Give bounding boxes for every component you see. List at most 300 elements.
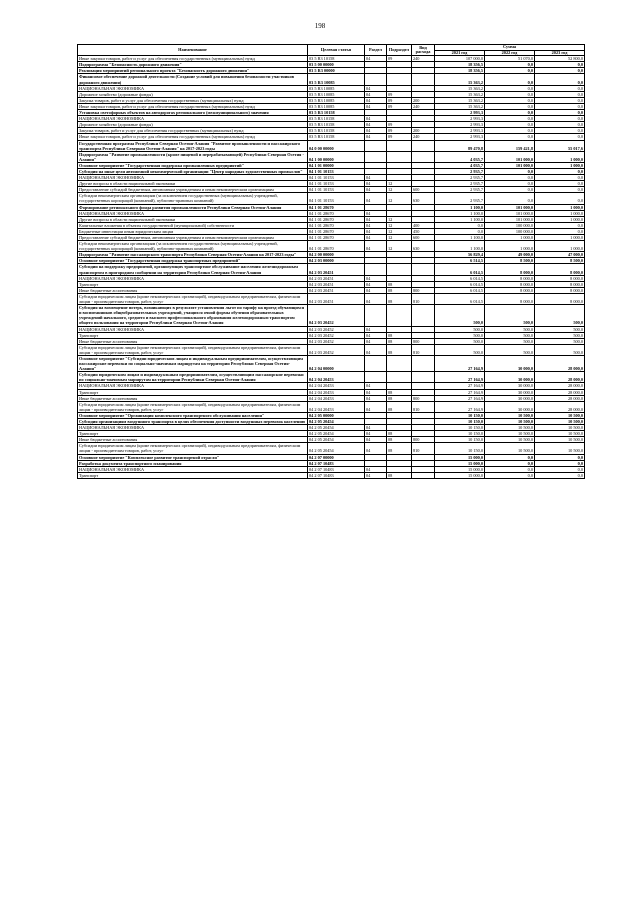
row-name: Основное мероприятие "Комплексное развитие транспортной отрасли" <box>78 454 308 460</box>
row-sum-2023: 0,0 <box>535 460 585 466</box>
row-sum-2021: 2 993,3 <box>435 110 485 116</box>
row-sum-2023: 0,0 <box>535 454 585 460</box>
row-subsection: 09 <box>387 122 412 128</box>
header-year-2023: 2023 год <box>535 50 585 56</box>
row-expense-type: 240 <box>412 56 435 62</box>
row-expense-type: 200 <box>412 128 435 134</box>
row-sum-2022: 49 000,0 <box>485 252 535 258</box>
row-sum-2023: 47 000,0 <box>535 252 585 258</box>
table-row <box>78 264 585 275</box>
row-target-code: 04 2 05 20454 <box>308 431 365 437</box>
row-name: Основное мероприятие "Государственная поддержка транспортных предприятий" <box>78 258 308 264</box>
row-expense-type: 240 <box>412 134 435 140</box>
row-name: Субсидии некоммерческим организациям (за исключением государственных (муниципальных) учреждений, государственных корпораций (компаний), публично-правовых компаний) <box>78 241 308 252</box>
row-name: НАЦИОНАЛЬНАЯ ЭКОНОМИКА <box>78 85 308 91</box>
row-name: НАЦИОНАЛЬНАЯ ЭКОНОМИКА <box>78 466 308 472</box>
row-subsection: 12 <box>387 235 412 241</box>
row-subsection: 12 <box>387 216 412 222</box>
row-sum-2022: 0,0 <box>485 85 535 91</box>
row-sum-2023: 1 000,0 <box>535 241 585 252</box>
row-subsection: 09 <box>387 103 412 109</box>
row-sum-2023: 0,0 <box>535 181 585 187</box>
row-expense-type: 450 <box>412 228 435 234</box>
header-name: Наименование <box>78 45 308 56</box>
row-name: Капитальные вложения в объекты государственной (муниципальной) собственности <box>78 222 308 228</box>
row-name: Другие вопросы в области национальной экономики <box>78 181 308 187</box>
row-sum-2023: 10 500,0 <box>535 419 585 425</box>
row-sum-2022: 0,0 <box>485 62 535 68</box>
row-name: Основное мероприятие "Организация комплексного транспортного обслуживания населения" <box>78 412 308 418</box>
row-name: Бюджетные инвестиции иным юридическим лицам <box>78 228 308 234</box>
row-sum-2021: 10 150,0 <box>435 412 485 418</box>
row-expense-type: 240 <box>412 103 435 109</box>
row-sum-2021: 15 000,0 <box>435 460 485 466</box>
row-sum-2021: 6 514,5 <box>435 258 485 264</box>
row-section: 04 <box>365 181 387 187</box>
row-sum-2021: 2 993,3 <box>435 134 485 140</box>
row-sum-2022: 500,0 <box>485 344 535 355</box>
row-target-code: 04 0 00 00000 <box>308 140 365 151</box>
row-section: 04 <box>365 443 387 454</box>
row-sum-2021: 15 363,2 <box>435 85 485 91</box>
row-subsection: 08 <box>387 431 412 437</box>
row-sum-2023: 0,0 <box>535 97 585 103</box>
row-subsection: 08 <box>387 281 412 287</box>
row-section <box>365 74 387 85</box>
row-name: Иные бюджетные ассигнования <box>78 338 308 344</box>
row-sum-2023: 0,0 <box>535 68 585 74</box>
row-sum-2021: 15 363,2 <box>435 97 485 103</box>
row-target-code: 03 5 R3 10158 <box>308 134 365 140</box>
row-section: 04 <box>365 332 387 338</box>
row-section: 04 <box>365 103 387 109</box>
row-sum-2023: 8 500,0 <box>535 258 585 264</box>
header-section: Раздел <box>365 45 387 56</box>
row-sum-2022: 0,0 <box>485 122 535 128</box>
row-sum-2021: 6 014,5 <box>435 281 485 287</box>
row-sum-2022: 0,0 <box>485 103 535 109</box>
table-body <box>78 56 585 479</box>
row-expense-type: 800 <box>412 287 435 293</box>
row-name: Основное мероприятие "Государственная поддержка промышленных предприятий" <box>78 162 308 168</box>
row-target-code: 04 1 01 28670 <box>308 235 365 241</box>
table-row <box>78 241 585 252</box>
row-sum-2023: 10 500,0 <box>535 431 585 437</box>
row-name: Субсидия на иные цели автономной некоммерческой организации "Центр народных художественных промыслов" <box>78 168 308 174</box>
row-sum-2021: 15 000,0 <box>435 472 485 478</box>
row-name: Субсидии на поддержку предприятий, организующих транспортное обслуживание населения железнодорожным транспортом в пригородном сообщении на территории Республики Северная Осетия-Алания <box>78 264 308 275</box>
row-sum-2023: 500,0 <box>535 332 585 338</box>
row-name: Дорожное хозяйство (дорожные фонды) <box>78 91 308 97</box>
row-sum-2022: 0,0 <box>485 175 535 181</box>
row-sum-2023: 1 000,0 <box>535 210 585 216</box>
row-sum-2021: 0,0 <box>435 228 485 234</box>
row-name: Транспорт <box>78 332 308 338</box>
row-sum-2022: 8 500,0 <box>485 258 535 264</box>
row-sum-2022: 0,0 <box>485 110 535 116</box>
row-sum-2023: 28 000,0 <box>535 355 585 371</box>
header-code: Целевая статья <box>308 45 365 56</box>
row-subsection: 08 <box>387 332 412 338</box>
row-sum-2023: 28 000,0 <box>535 401 585 412</box>
row-name: Субсидии юридическим лицам (кроме некоммерческих организаций), индивидуальным предпринимателям, физическим лицам - производителям товаров, работ, услуг <box>78 293 308 304</box>
row-expense-type: 200 <box>412 97 435 103</box>
row-section: 04 <box>365 235 387 241</box>
row-target-code: 04 1 01 10153 <box>308 187 365 193</box>
row-sum-2023: 28 000,0 <box>535 395 585 401</box>
row-target-code: 04 2 04 20453 <box>308 372 365 383</box>
row-sum-2022: 0,0 <box>485 466 535 472</box>
budget-table <box>77 44 585 479</box>
row-sum-2023: 52 800,0 <box>535 56 585 62</box>
row-sum-2023: 0,0 <box>535 85 585 91</box>
row-name: Транспорт <box>78 472 308 478</box>
table-row <box>78 193 585 204</box>
row-target-code: 04 1 01 28670 <box>308 222 365 228</box>
row-sum-2023: 8 000,0 <box>535 264 585 275</box>
header-sum: Сумма <box>435 45 585 51</box>
row-expense-type: 810 <box>412 344 435 355</box>
row-section: 04 <box>365 287 387 293</box>
row-sum-2023: 0,0 <box>535 62 585 68</box>
table-row <box>78 305 585 326</box>
row-section: 04 <box>365 401 387 412</box>
row-sum-2023: 0,0 <box>535 193 585 204</box>
row-sum-2023: 1 000,0 <box>535 216 585 222</box>
row-sum-2021: 10 150,0 <box>435 425 485 431</box>
row-sum-2022: 500,0 <box>485 305 535 326</box>
row-sum-2023: 8 000,0 <box>535 287 585 293</box>
page-number: 198 <box>314 22 326 30</box>
row-sum-2022: 10 500,0 <box>485 425 535 431</box>
row-target-code: 04 2 03 00000 <box>308 258 365 264</box>
row-name: Подпрограмма "Развитие промышленности (кроме пищевой и перерабатывающей) Республики Северная Осетия - Алания" <box>78 151 308 162</box>
row-sum-2022: 10 500,0 <box>485 431 535 437</box>
row-name: НАЦИОНАЛЬНАЯ ЭКОНОМИКА <box>78 425 308 431</box>
row-name: Иные закупки товаров, работ и услуг для обеспечения государственных (муниципальных) нужд <box>78 56 308 62</box>
row-sum-2023: 28 000,0 <box>535 389 585 395</box>
row-target-code: 04 1 01 10153 <box>308 181 365 187</box>
row-sum-2021: 500,0 <box>435 344 485 355</box>
row-sum-2023: 8 000,0 <box>535 275 585 281</box>
row-target-code: 04 2 05 20454 <box>308 437 365 443</box>
row-sum-2023: 8 000,0 <box>535 281 585 287</box>
row-name: НАЦИОНАЛЬНАЯ ЭКОНОМИКА <box>78 383 308 389</box>
row-sum-2022: 0,0 <box>485 128 535 134</box>
row-sum-2021: 2 993,3 <box>435 116 485 122</box>
row-subsection: 12 <box>387 228 412 234</box>
row-sum-2022: 30 000,0 <box>485 355 535 371</box>
row-target-code: 04 1 01 10153 <box>308 168 365 174</box>
row-name: Разработка документа транспортного планирования <box>78 460 308 466</box>
row-sum-2021: 1 100,0 <box>435 210 485 216</box>
row-subsection: 08 <box>387 395 412 401</box>
row-sum-2023: 10 500,0 <box>535 443 585 454</box>
row-subsection: 09 <box>387 128 412 134</box>
row-target-code: 04 2 03 20451 <box>308 275 365 281</box>
row-name: Иные бюджетные ассигнования <box>78 437 308 443</box>
row-subsection <box>387 140 412 151</box>
row-target-code: 04 2 00 00000 <box>308 252 365 258</box>
row-name: НАЦИОНАЛЬНАЯ ЭКОНОМИКА <box>78 326 308 332</box>
row-expense-type: 600 <box>412 187 435 193</box>
row-section: 04 <box>365 193 387 204</box>
row-sum-2023: 10 500,0 <box>535 425 585 431</box>
row-expense-type <box>412 74 435 85</box>
table-row <box>78 372 585 383</box>
row-subsection: 12 <box>387 193 412 204</box>
row-target-code: 04 2 03 20452 <box>308 344 365 355</box>
row-section: 04 <box>365 241 387 252</box>
row-subsection <box>387 372 412 383</box>
row-sum-2022: 500,0 <box>485 332 535 338</box>
row-name: НАЦИОНАЛЬНАЯ ЭКОНОМИКА <box>78 175 308 181</box>
row-section: 04 <box>365 344 387 355</box>
row-sum-2021: 27 164,9 <box>435 372 485 383</box>
row-sum-2023: 55 017,6 <box>535 140 585 151</box>
row-expense-type <box>412 472 435 478</box>
row-sum-2022: 101 000,0 <box>485 162 535 168</box>
row-sum-2022: 0,0 <box>485 193 535 204</box>
row-sum-2022: 100 000,0 <box>485 222 535 228</box>
row-sum-2022: 0,0 <box>485 74 535 85</box>
row-target-code: 04 2 05 00000 <box>308 412 365 418</box>
row-subsection: 08 <box>387 338 412 344</box>
row-sum-2022: 101 000,0 <box>485 151 535 162</box>
row-sum-2021: 10 150,0 <box>435 431 485 437</box>
row-name: Установка светофорных объектов на автодорогах регионального (межмуниципального) значения <box>78 110 308 116</box>
row-sum-2022: 500,0 <box>485 338 535 344</box>
row-sum-2021: 2 935,7 <box>435 187 485 193</box>
row-target-code: 04 1 01 00000 <box>308 162 365 168</box>
row-target-code: 04 2 07 10483 <box>308 460 365 466</box>
row-sum-2021: 89 470,8 <box>435 140 485 151</box>
row-name: Иные закупки товаров, работ и услуг для обеспечения государственных (муниципальных) нужд <box>78 103 308 109</box>
row-expense-type: 400 <box>412 222 435 228</box>
row-target-code: 03 5 R3 10085 <box>308 91 365 97</box>
row-sum-2021: 27 164,9 <box>435 401 485 412</box>
row-name: Реализация мероприятий регионального проекта "Безопасность дорожного движения" <box>78 68 308 74</box>
row-sum-2022: 0,0 <box>485 472 535 478</box>
row-sum-2021: 2 993,3 <box>435 128 485 134</box>
row-target-code: 03 5 R3 10085 <box>308 85 365 91</box>
row-sum-2023: 0,0 <box>535 134 585 140</box>
row-sum-2021: 2 935,7 <box>435 175 485 181</box>
row-sum-2022: 8 000,0 <box>485 264 535 275</box>
row-sum-2022: 30 000,0 <box>485 401 535 412</box>
row-target-code: 04 2 05 20454 <box>308 425 365 431</box>
row-sum-2022: 0,0 <box>485 187 535 193</box>
row-sum-2023: 1 000,0 <box>535 204 585 210</box>
row-sum-2021: 2 935,7 <box>435 193 485 204</box>
row-sum-2023: 0,0 <box>535 122 585 128</box>
row-sum-2022: 100 000,0 <box>485 228 535 234</box>
row-subsection: 08 <box>387 472 412 478</box>
row-sum-2023: 10 500,0 <box>535 437 585 443</box>
row-target-code: 03 5 R3 10158 <box>308 122 365 128</box>
row-subsection <box>387 151 412 162</box>
row-target-code: 03 5 R3 10158 <box>308 128 365 134</box>
row-sum-2023: 28 000,0 <box>535 383 585 389</box>
row-target-code: 04 1 00 00000 <box>308 151 365 162</box>
row-sum-2021: 27 164,9 <box>435 389 485 395</box>
row-subsection <box>387 355 412 371</box>
row-name: Иные бюджетные ассигнования <box>78 287 308 293</box>
row-target-code: 03 5 R3 10085 <box>308 74 365 85</box>
row-section <box>365 355 387 371</box>
row-subsection: 08 <box>387 287 412 293</box>
row-sum-2023: 0,0 <box>535 128 585 134</box>
table-header <box>78 45 585 56</box>
row-sum-2022: 0,0 <box>485 460 535 466</box>
row-subsection <box>387 74 412 85</box>
row-expense-type <box>412 372 435 383</box>
row-expense-type: 630 <box>412 193 435 204</box>
row-sum-2022: 500,0 <box>485 326 535 332</box>
row-section: 04 <box>365 431 387 437</box>
row-sum-2022: 30 000,0 <box>485 372 535 383</box>
row-section: 04 <box>365 425 387 431</box>
row-target-code: 04 2 04 20453 <box>308 395 365 401</box>
row-expense-type <box>412 140 435 151</box>
table-row <box>78 443 585 454</box>
row-sum-2021: 1 100,0 <box>435 216 485 222</box>
table-row <box>78 355 585 371</box>
row-sum-2021: 15 000,0 <box>435 466 485 472</box>
row-name: Подпрограмма "Развитие пассажирского транспорта Республики Северная Осетия-Алания на 2017-2023 годы" <box>78 252 308 258</box>
row-sum-2022: 51 070,0 <box>485 56 535 62</box>
row-target-code: 04 1 01 28670 <box>308 210 365 216</box>
row-sum-2023: 500,0 <box>535 338 585 344</box>
row-sum-2021: 4 035,7 <box>435 151 485 162</box>
row-sum-2022: 0,0 <box>485 134 535 140</box>
row-sum-2022: 0,0 <box>485 116 535 122</box>
row-name: Субсидия организациям воздушного транспорта в целях обеспечения доступности воздушных перевозок населению <box>78 419 308 425</box>
row-target-code: 04 2 07 00000 <box>308 454 365 460</box>
row-sum-2023: 0,0 <box>535 91 585 97</box>
row-subsection: 12 <box>387 187 412 193</box>
header-year-2021: 2021 год <box>435 50 485 56</box>
row-sum-2021: 6 014,5 <box>435 287 485 293</box>
row-sum-2022: 8 000,0 <box>485 293 535 304</box>
row-name: Транспорт <box>78 389 308 395</box>
row-sum-2021: 6 014,5 <box>435 275 485 281</box>
header-expense-type: Вид расхода <box>412 45 435 56</box>
row-sum-2022: 0,0 <box>485 168 535 174</box>
row-sum-2021: 10 150,0 <box>435 437 485 443</box>
row-sum-2022: 1 000,0 <box>485 241 535 252</box>
row-sum-2022: 10 500,0 <box>485 419 535 425</box>
row-sum-2021: 2 993,3 <box>435 122 485 128</box>
row-name: Иные закупки товаров, работ и услуг для обеспечения государственных (муниципальных) нужд <box>78 134 308 140</box>
row-subsection: 12 <box>387 241 412 252</box>
row-sum-2021: 6 014,5 <box>435 264 485 275</box>
row-section <box>365 372 387 383</box>
row-sum-2023: 500,0 <box>535 326 585 332</box>
row-section: 04 <box>365 281 387 287</box>
row-section: 04 <box>365 395 387 401</box>
row-target-code: 04 2 03 20452 <box>308 305 365 326</box>
row-sum-2022: 8 000,0 <box>485 275 535 281</box>
row-subsection: 08 <box>387 344 412 355</box>
row-target-code: 04 2 05 20454 <box>308 443 365 454</box>
row-name: Дорожное хозяйство (дорожные фонды) <box>78 122 308 128</box>
table-row <box>78 151 585 162</box>
row-sum-2021: 500,0 <box>435 305 485 326</box>
row-target-code: 04 2 04 20453 <box>308 389 365 395</box>
row-sum-2021: 15 363,2 <box>435 74 485 85</box>
row-target-code: 04 1 01 10153 <box>308 193 365 204</box>
row-sum-2022: 159 421,8 <box>485 140 535 151</box>
row-target-code: 04 2 07 10483 <box>308 466 365 472</box>
row-sum-2022: 101 000,0 <box>485 210 535 216</box>
row-target-code: 04 1 01 28670 <box>308 204 365 210</box>
row-sum-2022: 8 000,0 <box>485 281 535 287</box>
row-section: 04 <box>365 175 387 181</box>
row-target-code: 03 5 R3 10158 <box>308 110 365 116</box>
row-subsection: 08 <box>387 389 412 395</box>
row-sum-2023: 0,0 <box>535 110 585 116</box>
row-sum-2023: 0,0 <box>535 74 585 85</box>
row-sum-2022: 0,0 <box>485 454 535 460</box>
row-sum-2023: 1 000,0 <box>535 162 585 168</box>
row-sum-2022: 8 000,0 <box>485 287 535 293</box>
row-name: Подпрограмма "Безопасность дорожного движения" <box>78 62 308 68</box>
row-name: Финансовое обеспечение дорожной деятельности (Создание условий для повышения безопасности участников дорожного движения) <box>78 74 308 85</box>
row-sum-2021: 18 356,5 <box>435 62 485 68</box>
row-sum-2021: 15 000,0 <box>435 454 485 460</box>
row-subsection: 09 <box>387 56 412 62</box>
row-expense-type: 810 <box>412 443 435 454</box>
row-name: НАЦИОНАЛЬНАЯ ЭКОНОМИКА <box>78 275 308 281</box>
row-sum-2021: 2 935,7 <box>435 181 485 187</box>
row-sum-2023: 10 500,0 <box>535 412 585 418</box>
row-sum-2023: 8 000,0 <box>535 293 585 304</box>
row-target-code: 04 2 04 20453 <box>308 383 365 389</box>
row-section: 04 <box>365 472 387 478</box>
row-target-code: 04 1 01 10153 <box>308 175 365 181</box>
row-sum-2023: 0,0 <box>535 187 585 193</box>
row-sum-2021: 4 035,7 <box>435 162 485 168</box>
row-sum-2023: 0,0 <box>535 175 585 181</box>
row-sum-2021: 1 100,0 <box>435 235 485 241</box>
row-target-code: 04 1 01 28670 <box>308 228 365 234</box>
row-sum-2023: 0,0 <box>535 116 585 122</box>
row-expense-type: 600 <box>412 235 435 241</box>
row-sum-2023: 0,0 <box>535 472 585 478</box>
row-section: 04 <box>365 383 387 389</box>
row-name: Иные бюджетные ассигнования <box>78 395 308 401</box>
row-section: 04 <box>365 210 387 216</box>
row-section: 04 <box>365 91 387 97</box>
row-sum-2023: 0,0 <box>535 228 585 234</box>
row-section: 04 <box>365 293 387 304</box>
row-target-code: 04 2 03 20452 <box>308 326 365 332</box>
row-sum-2023: 0,0 <box>535 222 585 228</box>
row-sum-2022: 1 000,0 <box>485 235 535 241</box>
row-target-code: 03 5 R3 10158 <box>308 56 365 62</box>
row-name: Закупка товаров, работ и услуг для обеспечения государственных (муниципальных) нужд <box>78 97 308 103</box>
row-target-code: 03 5 00 00000 <box>308 62 365 68</box>
row-target-code: 04 2 03 20451 <box>308 287 365 293</box>
row-sum-2022: 0,0 <box>485 97 535 103</box>
row-name: Субсидия на возмещение потерь, возникающих в результате установления льгот по тарифу на проезд обучающихся и воспитанников общеобразовательных учреждений, учащихся очной формы обучения образовательных учреждений начального, среднего и высшего профессионального образования железнодорожным транспортом общего пользования на территории Республики Северная Осетия-Алания <box>78 305 308 326</box>
row-target-code: 04 1 01 28670 <box>308 241 365 252</box>
row-sum-2022: 0,0 <box>485 91 535 97</box>
row-target-code: 04 2 07 10483 <box>308 472 365 478</box>
row-section <box>365 140 387 151</box>
row-sum-2022: 0,0 <box>485 181 535 187</box>
